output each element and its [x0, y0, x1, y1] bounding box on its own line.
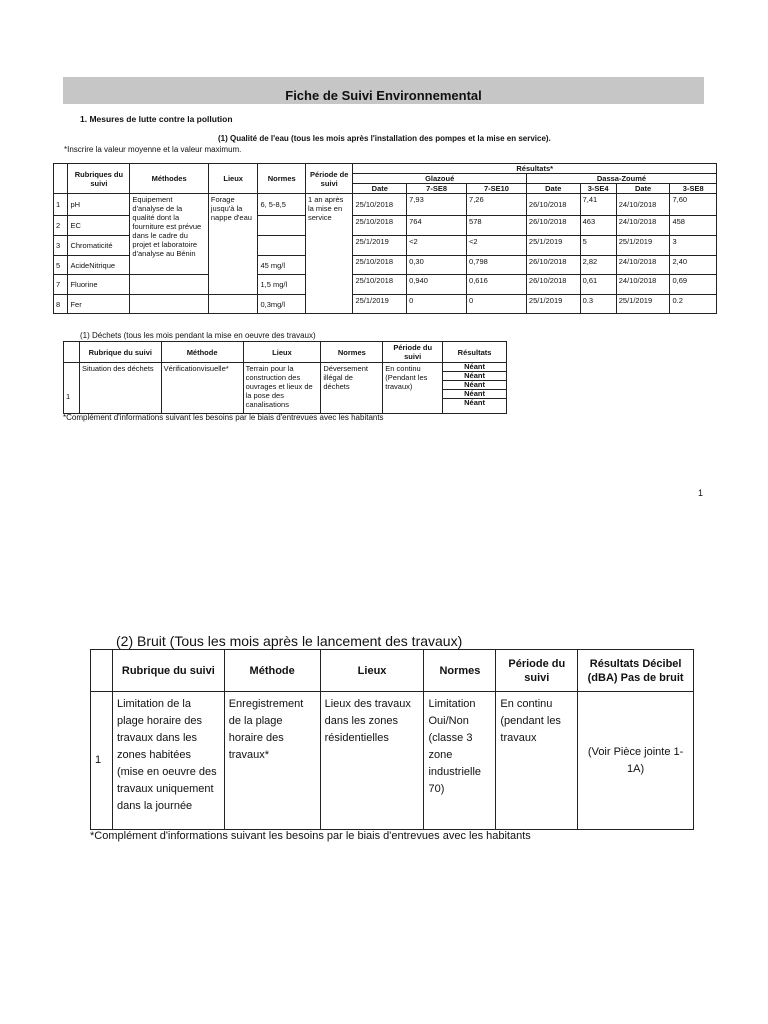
rubrique-cell: AcideNitrique	[68, 256, 130, 275]
value-cell: 7,41	[580, 194, 616, 216]
document-title-bar	[63, 77, 704, 104]
header-normes: Normes	[321, 342, 383, 363]
row-number: 1	[91, 692, 113, 830]
section-heading: 1. Mesures de lutte contre la pollution	[80, 114, 233, 124]
rubrique-cell: Chromaticité	[68, 236, 130, 256]
date-cell: 24/10/2018	[616, 275, 670, 295]
value-cell: 7,60	[670, 194, 717, 216]
header-lieux: Lieux	[243, 342, 321, 363]
header-rubriques: Rubriques du suivi	[68, 164, 130, 194]
row-number: 8	[54, 295, 68, 314]
header-3-se4: 3-SE4	[580, 184, 616, 194]
date-cell: 24/10/2018	[616, 256, 670, 275]
value-cell: 3	[670, 236, 717, 256]
norme-cell	[258, 236, 306, 256]
header-7-se10: 7-SE10	[467, 184, 527, 194]
date-cell: 25/1/2019	[616, 236, 670, 256]
date-cell: 25/1/2019	[353, 236, 407, 256]
norme-cell: 45 mg/l	[258, 256, 306, 275]
norme-cell: Limitation Oui/Non (classe 3 zone industrielle 70)	[424, 692, 496, 830]
row-number: 5	[54, 256, 68, 275]
row-number: 1	[54, 194, 68, 216]
date-cell: 24/10/2018	[616, 194, 670, 216]
header-no	[91, 650, 113, 692]
periode-cell: En continu (Pendant les travaux)	[383, 363, 443, 414]
date-cell: 26/10/2018	[526, 256, 580, 275]
header-methode: Méthode	[224, 650, 320, 692]
date-cell: 25/10/2018	[353, 256, 407, 275]
waste-table	[63, 341, 507, 414]
rubrique-cell: Limitation de la plage horaire des travaux dans les zones habitées (mise en oeuvre des travaux uniquement dans la journée	[112, 692, 224, 830]
page-number: 1	[698, 488, 704, 498]
result-cell: Néant	[443, 372, 507, 381]
header-date: Date	[353, 184, 407, 194]
date-cell: 25/10/2018	[353, 275, 407, 295]
value-cell: 2,82	[580, 256, 616, 275]
waste-footnote: *Complément d'informations suivant les besoins par le biais d'entrevues avec les habitants	[63, 413, 384, 422]
value-cell: 764	[407, 216, 467, 236]
header-date: Date	[616, 184, 670, 194]
noise-table	[90, 649, 694, 830]
header-7-se8: 7-SE8	[407, 184, 467, 194]
rubrique-cell: EC	[68, 216, 130, 236]
value-cell: 0,69	[670, 275, 717, 295]
header-no	[54, 164, 68, 194]
date-cell: 25/10/2018	[353, 216, 407, 236]
header-periode: Période du suivi	[496, 650, 578, 692]
value-cell: 0.3	[580, 295, 616, 314]
lieu-cell: Terrain pour la construction des ouvrages et lieux de la pose des canalisations	[243, 363, 321, 414]
header-lieux: Lieux	[320, 650, 424, 692]
header-lieux: Lieux	[208, 164, 258, 194]
value-cell: 578	[467, 216, 527, 236]
periode-cell: 1 an après la mise en service	[305, 194, 353, 314]
date-cell: 25/10/2018	[353, 194, 407, 216]
methode-cell: Vérificationvisuelle*	[161, 363, 243, 414]
header-date: Date	[526, 184, 580, 194]
norme-cell: 6, 5-8,5	[258, 194, 306, 216]
value-cell: 5	[580, 236, 616, 256]
methode-blank-cell	[130, 275, 208, 295]
row-number: 7	[54, 275, 68, 295]
header-3-se8: 3-SE8	[670, 184, 717, 194]
result-cell: (Voir Pièce jointe 1-1A)	[578, 692, 694, 830]
value-cell: 0.2	[670, 295, 717, 314]
value-cell: 7,26	[467, 194, 527, 216]
value-cell: 463	[580, 216, 616, 236]
value-cell: 0,30	[407, 256, 467, 275]
document-title: Fiche de Suivi Environnemental	[285, 88, 482, 103]
header-dassa: Dassa-Zoumé	[526, 174, 716, 184]
norme-cell: Déversement illégal de déchets	[321, 363, 383, 414]
date-cell: 26/10/2018	[526, 275, 580, 295]
header-resultats: Résultats	[443, 342, 507, 363]
lieu-cell: Lieux des travaux dans les zones résidentielles	[320, 692, 424, 830]
norme-cell	[258, 216, 306, 236]
value-cell: 7,93	[407, 194, 467, 216]
rubrique-cell: Situation des déchets	[79, 363, 161, 414]
date-cell: 25/1/2019	[526, 236, 580, 256]
header-no	[64, 342, 80, 363]
value-cell: 0,616	[467, 275, 527, 295]
header-normes: Normes	[424, 650, 496, 692]
methode-cell: Enregistrement de la plage horaire des travaux*	[224, 692, 320, 830]
row-number: 1	[64, 363, 80, 414]
date-cell: 24/10/2018	[616, 216, 670, 236]
date-cell: 26/10/2018	[526, 194, 580, 216]
date-cell: 25/1/2019	[526, 295, 580, 314]
row-number: 3	[54, 236, 68, 256]
result-cell: Néant	[443, 381, 507, 390]
result-cell: Néant	[443, 399, 507, 414]
header-normes: Normes	[258, 164, 306, 194]
rubrique-cell: Fer	[68, 295, 130, 314]
value-cell: 0,61	[580, 275, 616, 295]
row-number: 2	[54, 216, 68, 236]
date-cell: 25/1/2019	[616, 295, 670, 314]
result-cell: Néant	[443, 363, 507, 372]
rubrique-cell: Fluorine	[68, 275, 130, 295]
header-methode: Méthode	[161, 342, 243, 363]
noise-footnote: *Complément d'informations suivant les besoins par le biais d'entrevues avec les habitants	[90, 830, 531, 842]
value-cell: 0	[467, 295, 527, 314]
methode-blank-cell	[130, 295, 208, 314]
lieu-blank-cell	[208, 295, 258, 314]
header-resultats: Résultats Décibel (dBA) Pas de bruit	[578, 650, 694, 692]
water-quality-note: *Inscrire la valeur moyenne et la valeur maximum.	[64, 145, 242, 154]
header-periode: Période du suivi	[383, 342, 443, 363]
value-cell: 2,40	[670, 256, 717, 275]
lieu-cell: Forage jusqu'à la nappe d'eau	[208, 194, 258, 295]
date-cell: 26/10/2018	[526, 216, 580, 236]
norme-cell: 1,5 mg/l	[258, 275, 306, 295]
value-cell: <2	[407, 236, 467, 256]
value-cell: 0,798	[467, 256, 527, 275]
water-quality-heading: (1) Qualité de l'eau (tous les mois après l'installation des pompes et la mise en service).	[218, 134, 551, 143]
header-glazoue: Glazoué	[353, 174, 526, 184]
waste-heading: (1) Déchets (tous les mois pendant la mise en oeuvre des travaux)	[80, 331, 316, 340]
header-resultats: Résultats*	[353, 164, 717, 174]
result-cell: Néant	[443, 390, 507, 399]
header-rubrique: Rubrique du suivi	[112, 650, 224, 692]
norme-cell: 0,3mg/l	[258, 295, 306, 314]
header-periode: Période de suivi	[305, 164, 353, 194]
value-cell: 0,940	[407, 275, 467, 295]
value-cell: 0	[407, 295, 467, 314]
rubrique-cell: pH	[68, 194, 130, 216]
noise-heading: (2) Bruit (Tous les mois après le lancement des travaux)	[116, 633, 463, 649]
methode-cell: Equipement d'analyse de la qualité dont la fourniture est prévue dans le cadre du projet et laboratoire d'analyse au Bénin	[130, 194, 208, 275]
value-cell: <2	[467, 236, 527, 256]
header-methodes: Méthodes	[130, 164, 208, 194]
header-rubrique: Rubrique du suivi	[79, 342, 161, 363]
value-cell: 458	[670, 216, 717, 236]
periode-cell: En continu (pendant les travaux	[496, 692, 578, 830]
date-cell: 25/1/2019	[353, 295, 407, 314]
water-quality-table	[53, 163, 717, 314]
